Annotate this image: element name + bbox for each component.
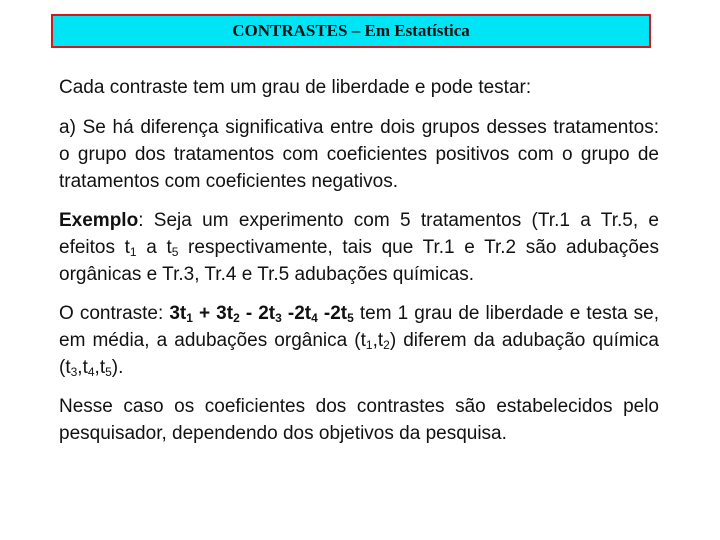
operator-4: - <box>317 303 331 324</box>
item-a-paragraph: a) Se há diferença significativa entre dois grupos desses tratamentos: o grupo dos tratamentos com coeficientes positivos com o grupo de tratamentos com coeficientes negativos. <box>59 117 659 192</box>
slide-title: CONTRASTES – Em Estatística <box>232 21 470 40</box>
intro-paragraph: Cada contraste tem um grau de liberdade e pode testar: <box>59 77 532 98</box>
term-4: 2t <box>294 303 312 324</box>
contrast-text-2: ) diferem da adubação química (t <box>59 330 659 378</box>
example-text-3: respectivamente, tais que Tr.1 e Tr.2 são adubações orgânicas e Tr.3, Tr.4 e Tr.5 adubações químicas. <box>59 237 659 285</box>
effect-t5: t <box>166 237 172 258</box>
chemical-sub-3: 3 <box>70 365 78 379</box>
organic-sub-2: 2 <box>383 338 390 352</box>
slide-body <box>59 74 659 447</box>
example-label: Exemplo <box>59 210 139 231</box>
chemical-comma-1: ,t <box>77 357 88 378</box>
term-2-subscript: 2 <box>233 311 240 325</box>
contrast-text-1: tem 1 grau de liberdade e testa se, em média, a adubações orgânica (t <box>59 303 660 351</box>
term-4-subscript: 4 <box>311 311 318 325</box>
organic-sub-1: 1 <box>365 338 373 352</box>
chemical-sub-5: 5 <box>105 365 112 379</box>
effect-t1-subscript: 1 <box>129 245 137 259</box>
term-1-subscript: 1 <box>186 311 193 325</box>
term-2: 3t <box>216 303 234 324</box>
term-5-subscript: 5 <box>347 311 354 325</box>
example-text-2: a <box>136 237 167 258</box>
term-1: 3t <box>169 303 187 324</box>
closing-paragraph: Nesse caso os coeficientes dos contrastes são estabelecidos pelo pesquisador, dependendo dos objetivos da pesquisa. <box>59 396 659 444</box>
example-paragraph <box>59 207 659 288</box>
term-3-subscript: 3 <box>275 311 282 325</box>
organic-comma: ,t <box>372 330 384 351</box>
example-text-1: : Seja um experimento com 5 tratamentos (Tr.1 a Tr.5, e efeitos <box>59 210 659 258</box>
contrast-lead: O contraste: <box>59 303 170 324</box>
contrast-text-3: ). <box>111 357 124 378</box>
operator-2: - <box>239 303 259 324</box>
chemical-sub-4: 4 <box>87 365 95 379</box>
contrast-formula <box>169 303 353 324</box>
contrast-paragraph <box>59 300 659 381</box>
effect-t1: t <box>124 237 130 258</box>
operator-1: + <box>192 303 217 324</box>
term-3: 2t <box>258 303 276 324</box>
title-banner <box>51 14 651 48</box>
chemical-comma-2: ,t <box>94 357 106 378</box>
operator-3: - <box>281 303 295 324</box>
effect-t5-subscript: 5 <box>171 245 179 259</box>
term-5: 2t <box>330 303 348 324</box>
